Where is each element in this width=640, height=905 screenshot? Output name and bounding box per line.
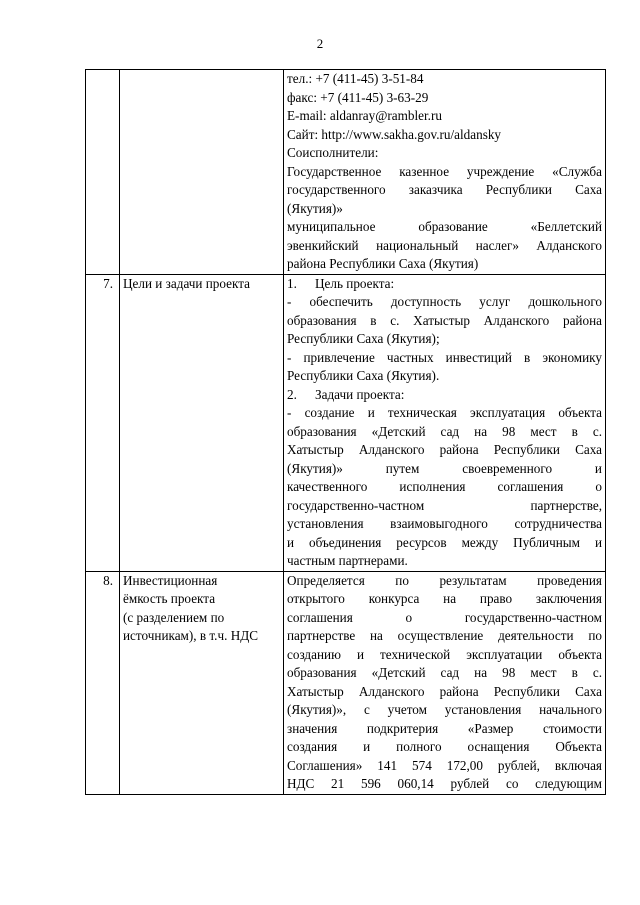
text-line: установления взаимовыгодного сотрудничества: [287, 516, 602, 531]
text-line: государственно-частном партнерстве,: [287, 497, 602, 513]
text-line: образования в с. Хатыстыр Алданского района: [287, 312, 602, 328]
name-line: Инвестиционная: [123, 572, 218, 588]
list-item: [287, 275, 602, 294]
website-line: Сайт: http://www.sakha.gov.ru/aldansky: [287, 126, 502, 142]
project-passport-table: [85, 69, 606, 795]
text-line: НДС 21 596 060,14 рублей со следующим: [287, 776, 602, 791]
list-heading: Задачи проекта:: [315, 386, 405, 402]
text-line: эвенкийский национальный наслег» Алданского: [287, 237, 602, 253]
text-line: качественного исполнения соглашения о: [287, 479, 602, 494]
text-line: - привлечение частных инвестиций в экономику: [287, 349, 602, 365]
email-line: E-mail: aldanray@rambler.ru: [287, 108, 442, 123]
row-name: Цели и задачи проекта: [120, 274, 284, 571]
table-row-8: [86, 571, 606, 794]
row-number: [86, 70, 120, 275]
text-line: - обеспечить доступность услуг дошкольного: [287, 294, 602, 309]
table-row-contacts: [86, 70, 606, 275]
list-number: 1.: [287, 275, 297, 291]
text-line: Хатыстыр Алданского района Республики Саха: [287, 442, 602, 457]
text-line: значения подкритерия «Размер стоимости: [287, 720, 602, 736]
text-line: Определяется по результатам проведения: [287, 572, 602, 588]
text-line: муниципальное образование «Беллетский: [287, 219, 602, 234]
row-value: [284, 70, 606, 275]
row-value: [284, 274, 606, 571]
text-line: (Якутия)», с учетом установления начального: [287, 702, 602, 717]
text-line: Республики Саха (Якутия).: [287, 368, 440, 383]
text-line: партнерстве на осуществление деятельности по: [287, 628, 602, 643]
row-number: 7.: [86, 274, 120, 571]
list-number: 2.: [287, 386, 297, 402]
text-line: частным партнерами.: [287, 553, 408, 568]
list-item: [287, 386, 602, 405]
text-line: Государственное казенное учреждение «Служба: [287, 163, 602, 179]
name-line: источникам), в т.ч. НДС: [123, 628, 259, 643]
fax-line: факс: +7 (411-45) 3-63-29: [287, 89, 429, 105]
row-name: [120, 571, 284, 794]
co-executors-heading: Соисполнители:: [287, 145, 379, 160]
text-line: соглашения о государственно-частном: [287, 609, 602, 625]
list-heading: Цель проекта:: [315, 275, 395, 291]
text-line: (Якутия)»: [287, 200, 343, 216]
phone-line: тел.: +7 (411-45) 3-51-84: [287, 71, 424, 86]
text-line: создания и полного оснащения Объекта: [287, 739, 602, 754]
text-line: (Якутия)» путем своевременного и: [287, 460, 602, 476]
row-value: [284, 571, 606, 794]
name-line: ёмкость проекта: [123, 591, 216, 606]
text-line: образования «Детский сад на 98 мест в с.: [287, 665, 602, 680]
name-line: (с разделением по: [123, 609, 225, 625]
text-line: Хатыстыр Алданского района Республики Саха: [287, 683, 602, 699]
text-line: - создание и техническая эксплуатация объекта: [287, 405, 602, 420]
text-line: открытого конкурса на право заключения: [287, 591, 602, 606]
page-number: 2: [316, 36, 324, 51]
row-name: [120, 70, 284, 275]
text-line: и объединения ресурсов между Публичным и: [287, 534, 602, 550]
text-line: Республики Саха (Якутия);: [287, 331, 440, 346]
text-line: Соглашения» 141 574 172,00 рублей, включая: [287, 757, 602, 773]
text-line: государственного заказчика Республики Саха: [287, 182, 602, 197]
row-number: 8.: [86, 571, 120, 794]
text-line: района Республики Саха (Якутия): [287, 256, 479, 271]
text-line: созданию и технической эксплуатации объекта: [287, 646, 602, 662]
table-row-7: [86, 274, 606, 571]
text-line: образования «Детский сад на 98 мест в с.: [287, 423, 602, 439]
